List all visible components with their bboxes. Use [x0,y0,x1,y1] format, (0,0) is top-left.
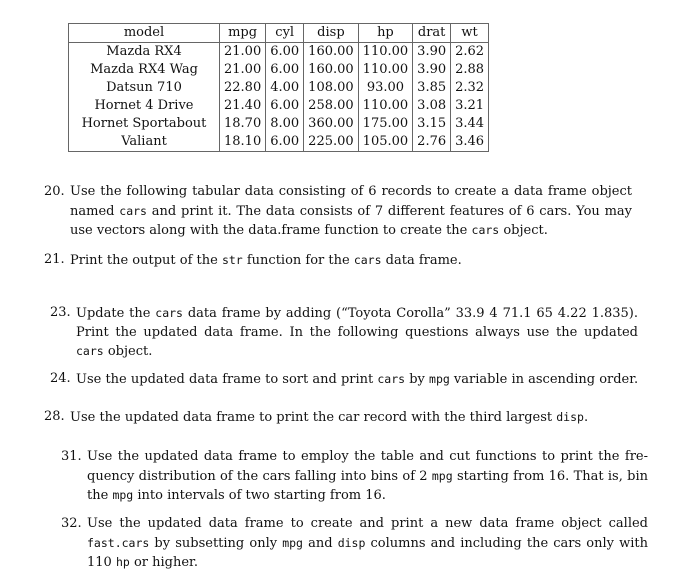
cell-drat: 3.08 [413,97,451,115]
question-text: Use the updated data frame to employ the table and cut functions to print the fre-quency distribution of the cars falling into bins of 2 mpg starting from 16. That is, bin the mpg into intervals of two starting from 16. [87,449,648,503]
question-number: 28. [44,409,65,424]
header-wt: wt [451,24,489,43]
inline-code: mpg [429,372,450,386]
question-number: 24. [50,371,71,386]
inline-code: hp [115,555,130,569]
question-text: Update the cars data frame by adding (“Toyota Corolla” 33.9 4 71.1 65 4.22 1.835). Print the updated data frame. In the following questions always use the updated cars object. [76,306,638,359]
cell-disp: 160.00 [304,43,359,62]
cell-drat: 3.15 [413,115,451,133]
table-row [69,97,489,115]
inline-code: cars [353,253,382,267]
cell-drat: 2.76 [413,133,451,152]
cell-drat: 3.90 [413,61,451,79]
cell-disp: 360.00 [304,115,359,133]
cell-mpg: 21.00 [220,61,266,79]
header-model: model [69,24,220,43]
header-mpg: mpg [220,24,266,43]
question-31 [61,448,648,506]
cell-wt: 3.46 [451,133,489,152]
cell-mpg: 21.00 [220,43,266,62]
cell-hp: 110.00 [358,61,413,79]
question-20 [44,183,632,241]
header-drat: drat [413,24,451,43]
question-number: 31. [61,449,82,464]
table-row [69,133,489,152]
inline-code: cars [119,203,147,218]
inline-code: fast.cars [87,535,150,550]
inline-code: cars [377,372,406,386]
question-number: 21. [44,252,65,267]
cell-hp: 110.00 [358,97,413,115]
cell-cyl: 8.00 [266,115,304,133]
cell-cyl: 4.00 [266,79,304,97]
cell-cyl: 6.00 [266,43,304,62]
table-row [69,43,489,62]
table-row [69,79,489,97]
cell-disp: 258.00 [304,97,359,115]
cell-wt: 3.21 [451,97,489,115]
cell-model: Valiant [69,133,220,152]
cell-drat: 3.90 [413,43,451,62]
cell-mpg: 18.10 [220,133,266,152]
cell-cyl: 6.00 [266,133,304,152]
header-disp: disp [304,24,359,43]
inline-code: cars [471,223,500,237]
cell-cyl: 6.00 [266,97,304,115]
cars-table [68,23,489,152]
inline-code: mpg [112,488,134,502]
cell-model: Mazda RX4 Wag [69,61,220,79]
question-text: Print the output of the str function for the cars data frame. [70,253,462,268]
cell-wt: 2.62 [451,43,489,62]
question-text: Use the updated data frame to sort and print cars by mpg variable in ascending order. [76,372,639,387]
inline-code: disp [337,535,366,550]
question-text: Use the updated data frame to create and print a new data frame object called fast.cars by subsetting only mpg and disp columns and including the cars only with 110 hp or higher. [87,516,648,570]
inline-code: mpg [282,535,303,550]
cell-disp: 160.00 [304,61,359,79]
cell-model: Mazda RX4 [69,43,220,62]
question-32 [61,515,648,573]
cell-cyl: 6.00 [266,61,304,79]
question-23 [50,304,638,362]
header-cyl: cyl [266,24,304,43]
cell-mpg: 22.80 [220,79,266,97]
question-24 [50,370,646,390]
cell-hp: 105.00 [358,133,413,152]
inline-code: disp [556,410,584,424]
inline-code: cars [76,344,104,358]
cell-wt: 2.88 [451,61,489,79]
question-number: 20. [44,184,65,199]
cell-drat: 3.85 [413,79,451,97]
cell-hp: 110.00 [358,43,413,62]
cell-model: Hornet Sportabout [69,115,220,133]
table-row [69,61,489,79]
inline-code: str [221,253,243,267]
cell-mpg: 21.40 [220,97,266,115]
table-row [69,115,489,133]
question-21 [44,251,632,271]
cell-wt: 3.44 [451,115,489,133]
cell-hp: 93.00 [358,79,413,97]
question-number: 23. [50,305,71,320]
cell-model: Hornet 4 Drive [69,97,220,115]
question-28 [44,408,640,428]
inline-code: cars [155,306,183,320]
cell-wt: 2.32 [451,79,489,97]
question-text: Use the updated data frame to print the car record with the third largest disp. [70,410,589,425]
cell-mpg: 18.70 [220,115,266,133]
header-hp: hp [358,24,413,43]
cell-disp: 108.00 [304,79,359,97]
inline-code: mpg [431,468,453,483]
table-header-row [69,24,489,43]
cell-model: Datsun 710 [69,79,220,97]
question-text: Use the following tabular data consisting of 6 records to create a data frame object named cars and print it. The data consists of 7 different features of 6 cars. You may use vectors along with the data.frame function to create the cars object. [70,184,632,238]
cell-hp: 175.00 [358,115,413,133]
cell-disp: 225.00 [304,133,359,152]
question-number: 32. [61,516,82,531]
